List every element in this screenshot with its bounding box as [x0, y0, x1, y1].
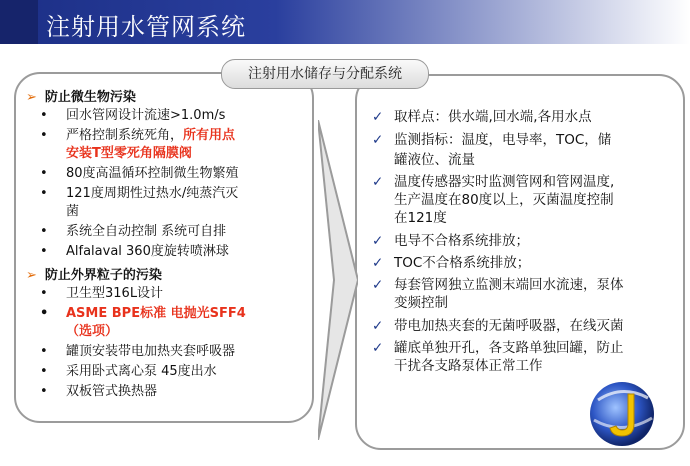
check-icon: ✓	[372, 255, 384, 271]
list-item: • 双板管式换热器	[40, 384, 158, 399]
check-icon: ✓	[372, 109, 384, 125]
list-item-continuation: （选项）	[66, 324, 119, 339]
list-item: • 回水管网设计流速>1.0m/s	[40, 108, 226, 123]
check-item-continuation: 变频控制	[394, 295, 448, 311]
check-item: ✓ 监测指标：温度，电导率，TOC，储	[372, 132, 612, 148]
list-item: • 121度周期性过热水/纯蒸汽灭	[40, 186, 239, 201]
list-item: • Alfalaval 360度旋转喷淋球	[40, 244, 229, 259]
company-logo-icon	[588, 372, 660, 452]
list-item: • 卫生型316L设计	[40, 286, 164, 301]
check-icon: ✓	[372, 277, 384, 293]
check-item-continuation: 在121度	[394, 210, 447, 226]
section-heading-particles	[26, 264, 162, 283]
section-heading-text: 防止微生物污染	[44, 90, 136, 105]
title-accent-block	[0, 0, 38, 44]
check-item-continuation: 罐液位、流量	[394, 152, 475, 168]
check-item-continuation: 干扰各支路泵体正常工作	[394, 358, 543, 374]
list-item: • 采用卧式离心泵 45度出水	[40, 364, 217, 379]
check-item: ✓ 电导不合格系统排放；	[372, 233, 529, 249]
check-icon: ✓	[372, 174, 384, 190]
check-item: ✓ 取样点：供水端,回水端,各用水点	[372, 109, 592, 125]
list-item: • 80度高温循环控制微生物繁殖	[40, 166, 239, 181]
check-item: ✓ TOC不合格系统排放；	[372, 255, 531, 271]
check-item: ✓ 带电加热夹套的无菌呼吸器，在线灭菌	[372, 318, 624, 334]
check-icon: ✓	[372, 340, 384, 356]
check-item: ✓ 每套管网独立监测末端回水流速，泵体	[372, 277, 624, 293]
section-heading-text: 防止外界粒子的污染	[44, 268, 162, 283]
section-tab: 注射用水储存与分配系统	[221, 59, 429, 89]
check-icon: ✓	[372, 132, 384, 148]
page-title: 注射用水管网系统	[46, 13, 246, 41]
list-item: • ASME BPE标准 电抛光SFF4	[40, 306, 246, 321]
check-item: ✓ 温度传感器实时监测管网和管网温度,	[372, 174, 615, 190]
arrow-bullet-icon: ➢	[26, 268, 37, 283]
check-item-continuation: 生产温度在80度以上，灭菌温度控制	[394, 192, 614, 208]
list-item-continuation: 安装T型零死角隔膜阀	[66, 146, 192, 161]
chevron-arrow-icon	[318, 120, 358, 440]
list-item-continuation: 菌	[66, 204, 80, 219]
check-icon: ✓	[372, 318, 384, 334]
list-item: • 系统全自动控制 系统可自排	[40, 224, 227, 239]
check-item: ✓ 罐底单独开孔，各支路单独回罐，防止	[372, 340, 624, 356]
section-heading-microbe	[26, 86, 136, 105]
list-item: • 罐顶安装带电加热夹套呼吸器	[40, 344, 236, 359]
arrow-bullet-icon: ➢	[26, 90, 37, 105]
list-item: • 严格控制系统死角，所有用点	[40, 128, 236, 143]
check-icon: ✓	[372, 233, 384, 249]
